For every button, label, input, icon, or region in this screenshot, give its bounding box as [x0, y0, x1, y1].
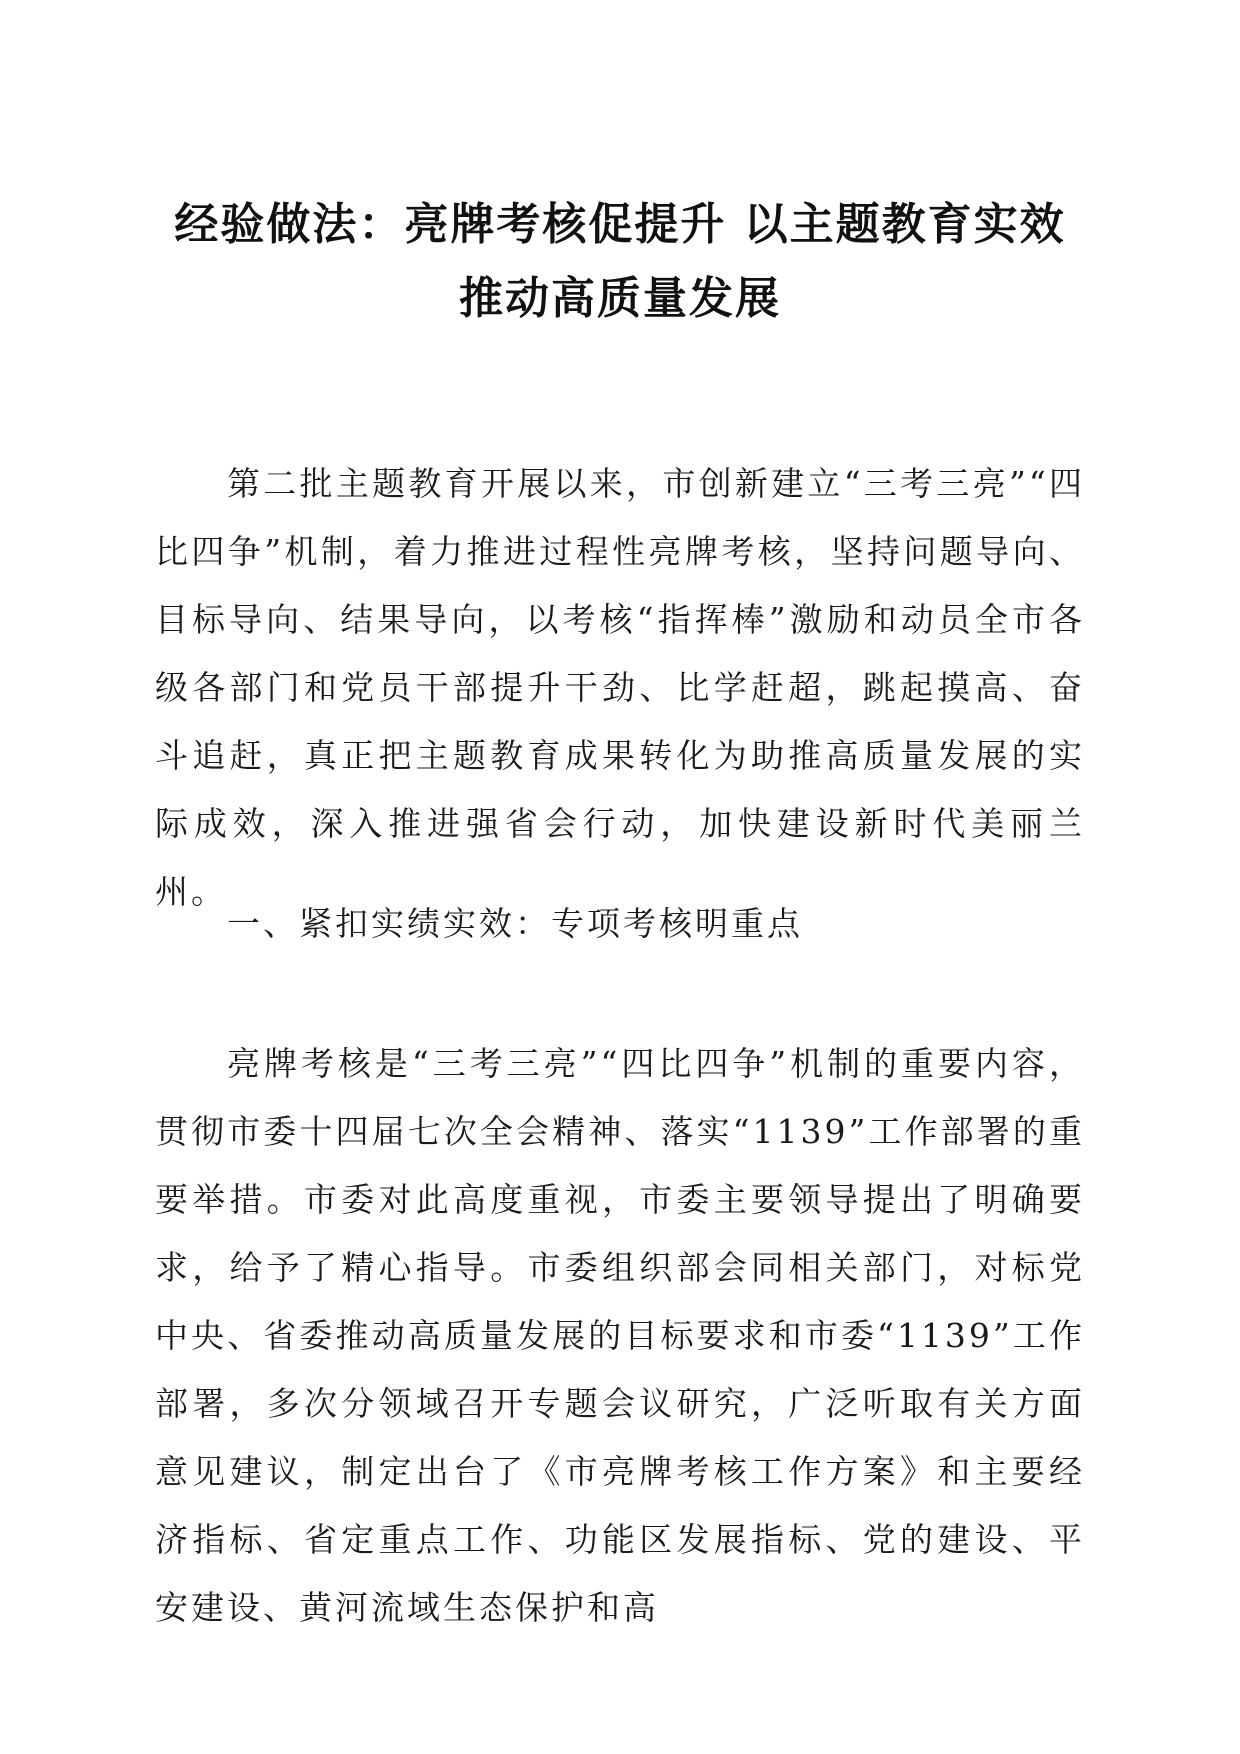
intro-paragraph: 第二批主题教育开展以来，市创新建立“三考三亮”“四比四争”机制，着力推进过程性亮牌考核，坚持问题导向、目标导向、结果导向，以考核“指挥棒”激励和动员全市各级各部门和党员干部提升干劲、比学赶超，跳起摸高、奋斗追赶，真正把主题教育成果转化为助推高质量发展的实际成效，深入推进强省会行动，加快建设新时代美丽兰州。: [155, 464, 1085, 911]
section-heading-1: 一、紧扣实绩实效：专项考核明重点: [227, 904, 803, 943]
title-line-2: 推动高质量发展: [459, 273, 781, 324]
section-1-paragraph: 亮牌考核是“三考三亮”“四比四争”机制的重要内容，贯彻市委十四届七次全会精神、落实“1139”工作部署的重要举措。市委对此高度重视，市委主要领导提出了明确要求，给予了精心指导。市委组织部会同相关部门，对标党中央、省委推动高质量发展的目标要求和市委“1139”工作部署，多次分领域召开专题会议研究，广泛听取有关方面意见建议，制定出台了《市亮牌考核工作方案》和主要经济指标、省定重点工作、功能区发展指标、党的建设、平安建设、黄河流域生态保护和高: [155, 1044, 1085, 1627]
document-title: [150, 188, 1090, 336]
title-line-1: 经验做法：亮牌考核促提升 以主题教育实效: [174, 199, 1066, 250]
